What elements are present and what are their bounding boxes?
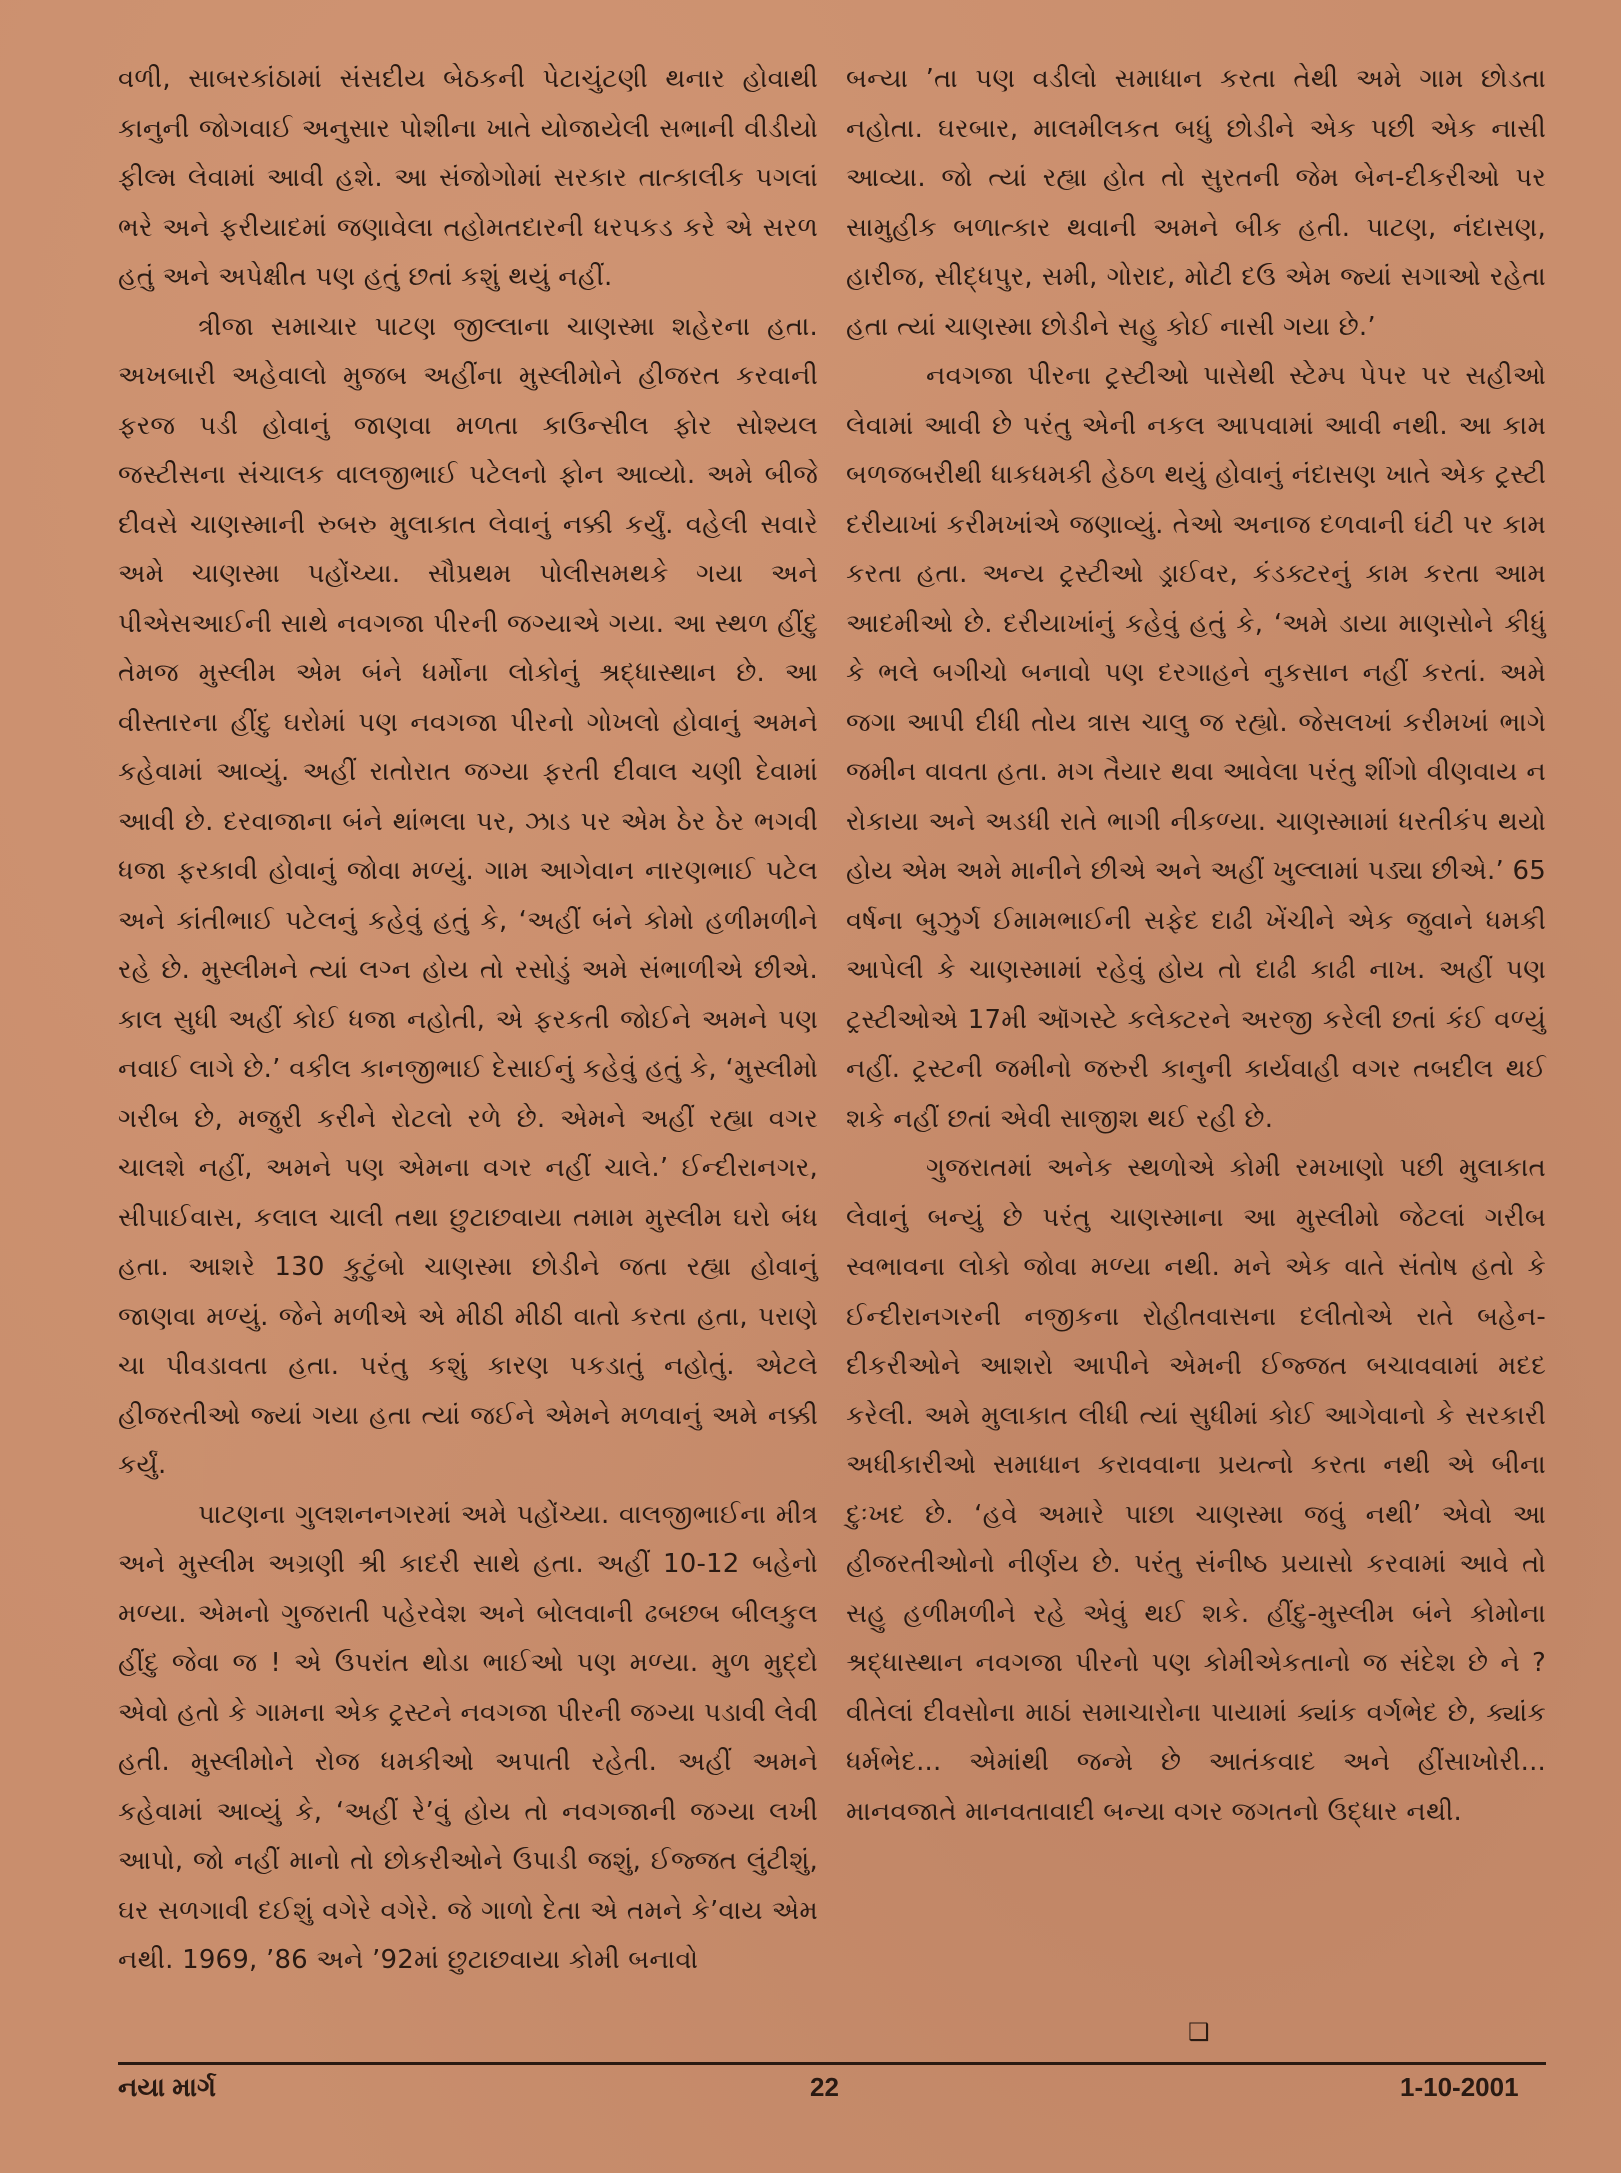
paragraph: બન્યા ’તા પણ વડીલો સમાધાન કરતા તેથી અમે ગામ છોડતા નહોતા. ઘરબાર, માલમીલકત બધું છોડીને એક પછી એક નાસી આવ્યા. જો ત્યાં રહ્યા હોત તો સુરતની જેમ બેન-દીકરીઓ પર સામુહીક બળાત્કાર થવાની અમને બીક હતી. પાટણ, નંદાસણ, હારીજ, સીદ્ધપુર, સમી, ગોરાદ, મોટી દઉ એમ જ્યાં સગાઓ રહેતા હતા ત્યાં ચાણસ્મા છોડીને સહુ કોઈ નાસી ગયા છે.’ (846, 64, 1546, 342)
issue-date: 1-10-2001 (1400, 2072, 1519, 2102)
paragraph: નવગજા પીરના ટ્રસ્ટીઓ પાસેથી સ્ટેમ્પ પેપર પર સહીઓ લેવામાં આવી છે પરંતુ એની નકલ આપવામાં આવી નથી. આ કામ બળજબરીથી ધાકધમકી હેઠળ થયું હોવાનું નંદાસણ ખાતે એક ટ્રસ્ટી દરીયાખાં કરીમખાંએ જણાવ્યું. તેઓ અનાજ દળવાની ઘંટી પર કામ કરતા હતા. અન્ય ટ્રસ્ટીઓ ડ્રાઈવર, કંડક્ટરનું કામ કરતા આમ આદમીઓ છે. દરીયાખાંનું કહેવું હતું કે, ‘અમે ડાયા માણસોને કીધું કે ભલે બગીચો બનાવો પણ દરગાહને નુકસાન નહીં કરતાં. અમે જગા આપી દીધી તોય ત્રાસ ચાલુ જ રહ્યો. જેસલખાં કરીમખાં ભાગે જમીન વાવતા હતા. મગ તૈયાર થવા આવેલા પરંતુ શીંગો વીણવાય ન રોકાયા અને અડધી રાતે ભાગી નીકળ્યા. ચાણસ્મામાં ધરતીકંપ થયો હોય એમ અમે માનીને છીએ અને અહીં ખુલ્લામાં પડ્યા છીએ.’ 65 વર્ષના બુઝુર્ગ ઈમામભાઈની સફેદ દાઢી ખેંચીને એક જુવાને ધમકી આપેલી કે ચાણસ્મામાં રહેવું હોય તો દાઢી કાઢી નાખ. અહીં પણ ટ્રસ્ટીઓએ 17મી ઑગસ્ટે કલેક્ટરને અરજી કરેલી છતાં કંઈ વળ્યું નહીં. ટ્રસ્ટની જમીનો જરુરી કાનુની કાર્યવાહી વગર તબદીલ થઈ શકે નહીં છતાં એવી સાજીશ થઈ રહી છે. (846, 361, 1546, 1134)
paragraph: પાટણના ગુલશનનગરમાં અમે પહોંચ્યા. વાલજીભાઈના મીત્ર અને મુસ્લીમ અગ્રણી શ્રી કાદરી સાથે હતા. અહીં 10-12 બહેનો મળ્યા. એમનો ગુજરાતી પહેરવેશ અને બોલવાની ઢબછબ બીલકુલ હીંદુ જેવા જ ! એ ઉપરાંત થોડા ભાઈઓ પણ મળ્યા. મુળ મુદ્દો એવો હતો કે ગામના એક ટ્રસ્ટને નવગજા પીરની જગ્યા પડાવી લેવી હતી. મુસ્લીમોને રોજ ધમકીઓ અપાતી રહેતી. અહીં અમને કહેવામાં આવ્યું કે, ‘અહીં રે’વું હોય તો નવગજાની જગ્યા લખી આપો, જો નહીં માનો તો છોકરીઓને ઉપાડી જશું, ઈજ્જત લુંટીશું, ઘર સળગાવી દઈશું વગેરે વગેરે. જે ગાળો દેતા એ તમને કે’વાય એમ નથી. 1969, ’86 અને ’92માં છુટાછવાયા કોમી બનાવો (118, 1499, 818, 1975)
right-column (846, 55, 1546, 1837)
footer-divider (118, 2062, 1546, 2065)
paragraph: વળી, સાબરકાંઠામાં સંસદીય બેઠકની પેટાચુંટણી થનાર હોવાથી કાનુની જોગવાઈ અનુસાર પોશીના ખાતે યોજાયેલી સભાની વીડીયો ફીલ્મ લેવામાં આવી હશે. આ સંજોગોમાં સરકાર તાત્કાલીક પગલાં ભરે અને ફરીયાદમાં જણાવેલા તહોમતદારની ધરપકડ કરે એ સરળ હતું અને અપેક્ષીત પણ હતું છતાં કશું થયું નહીં. (118, 64, 818, 292)
article-end-mark: ❑ (1188, 2018, 1210, 2046)
left-column (118, 55, 818, 1986)
page-number: 22 (810, 2072, 839, 2102)
paragraph: ગુજરાતમાં અનેક સ્થળોએ કોમી રમખાણો પછી મુલાકાત લેવાનું બન્યું છે પરંતુ ચાણસ્માના આ મુસ્લીમો જેટલાં ગરીબ સ્વભાવના લોકો જોવા મળ્યા નથી. મને એક વાતે સંતોષ હતો કે ઈન્દીરાનગરની નજીકના રોહીતવાસના દલીતોએ રાતે બહેન-દીકરીઓને આશરો આપીને એમની ઈજ્જત બચાવવામાં મદદ કરેલી. અમે મુલાકાત લીધી ત્યાં સુધીમાં કોઈ આગેવાનો કે સરકારી અધીકારીઓ સમાધાન કરાવવાના પ્રયત્નો કરતા નથી એ બીના દુઃખદ છે. ‘હવે અમારે પાછા ચાણસ્મા જવું નથી’ એવો આ હીજરતીઓનો નીર્ણય છે. પરંતુ સંનીષ્ઠ પ્રયાસો કરવામાં આવે તો સહુ હળીમળીને રહે એવું થઈ શકે. હીંદુ-મુસ્લીમ બંને કોમોના શ્રદ્ધાસ્થાન નવગજા પીરનો પણ કોમીએકતાનો જ સંદેશ છે ને ? વીતેલાં દીવસોના માઠાં સમાચારોના પાયામાં ક્યાંક વર્ગભેદ છે, ક્યાંક ધર્મભેદ... એમાંથી જન્મે છે આતંકવાદ અને હીંસાખોરી... માનવજાતે માનવતાવાદી બન્યા વગર જગતનો ઉદ્ધાર નથી. (846, 1153, 1546, 1827)
publication-name: નયા માર્ગ (118, 2072, 216, 2102)
paragraph: ત્રીજા સમાચાર પાટણ જીલ્લાના ચાણસ્મા શહેરના હતા. અખબારી અહેવાલો મુજબ અહીંના મુસ્લીમોને હીજરત કરવાની ફરજ પડી હોવાનું જાણવા મળતા કાઉન્સીલ ફોર સોશ્યલ જસ્ટીસના સંચાલક વાલજીભાઈ પટેલનો ફોન આવ્યો. અમે બીજે દીવસે ચાણસ્માની રુબરુ મુલાકાત લેવાનું નક્કી કર્યું. વહેલી સવારે અમે ચાણસ્મા પહોંચ્યા. સૌપ્રથમ પોલીસમથકે ગયા અને પીએસઆઈની સાથે નવગજા પીરની જગ્યાએ ગયા. આ સ્થળ હીંદુ તેમજ મુસ્લીમ એમ બંને ધર્મોના લોકોનું શ્રદ્ધાસ્થાન છે. આ વીસ્તારના હીંદુ ઘરોમાં પણ નવગજા પીરનો ગોખલો હોવાનું અમને કહેવામાં આવ્યું. અહીં રાતોરાત જગ્યા ફરતી દીવાલ ચણી દેવામાં આવી છે. દરવાજાના બંને થાંભલા પર, ઝાડ પર એમ ઠેર ઠેર ભગવી ધજા ફરકાવી હોવાનું જોવા મળ્યું. ગામ આગેવાન નારણભાઈ પટેલ અને કાંતીભાઈ પટેલનું કહેવું હતું કે, ‘અહીં બંને કોમો હળીમળીને રહે છે. મુસ્લીમને ત્યાં લગ્ન હોય તો રસોડું અમે સંભાળીએ છીએ. કાલ સુધી અહીં કોઈ ધજા નહોતી, એ ફરકતી જોઈને અમને પણ નવાઈ લાગે છે.’ વકીલ કાનજીભાઈ દેસાઈનું કહેવું હતું કે, ‘મુસ્લીમો ગરીબ છે, મજુરી કરીને રોટલો રળે છે. એમને અહીં રહ્યા વગર ચાલશે નહીં, અમને પણ એમના વગર નહીં ચાલે.’ ઈન્દીરાનગર, સીપાઈવાસ, કલાલ ચાલી તથા છુટાછવાયા તમામ મુસ્લીમ ઘરો બંધ હતા. આશરે 130 કુટુંબો ચાણસ્મા છોડીને જતા રહ્યા હોવાનું જાણવા મળ્યું. જેને મળીએ એ મીઠી મીઠી વાતો કરતા હતા, પરાણે ચા પીવડાવતા હતા. પરંતુ કશું કારણ પકડાતું નહોતું. એટલે હીજરતીઓ જ્યાં ગયા હતા ત્યાં જઈને એમને મળવાનું અમે નક્કી કર્યું. (118, 311, 818, 1480)
